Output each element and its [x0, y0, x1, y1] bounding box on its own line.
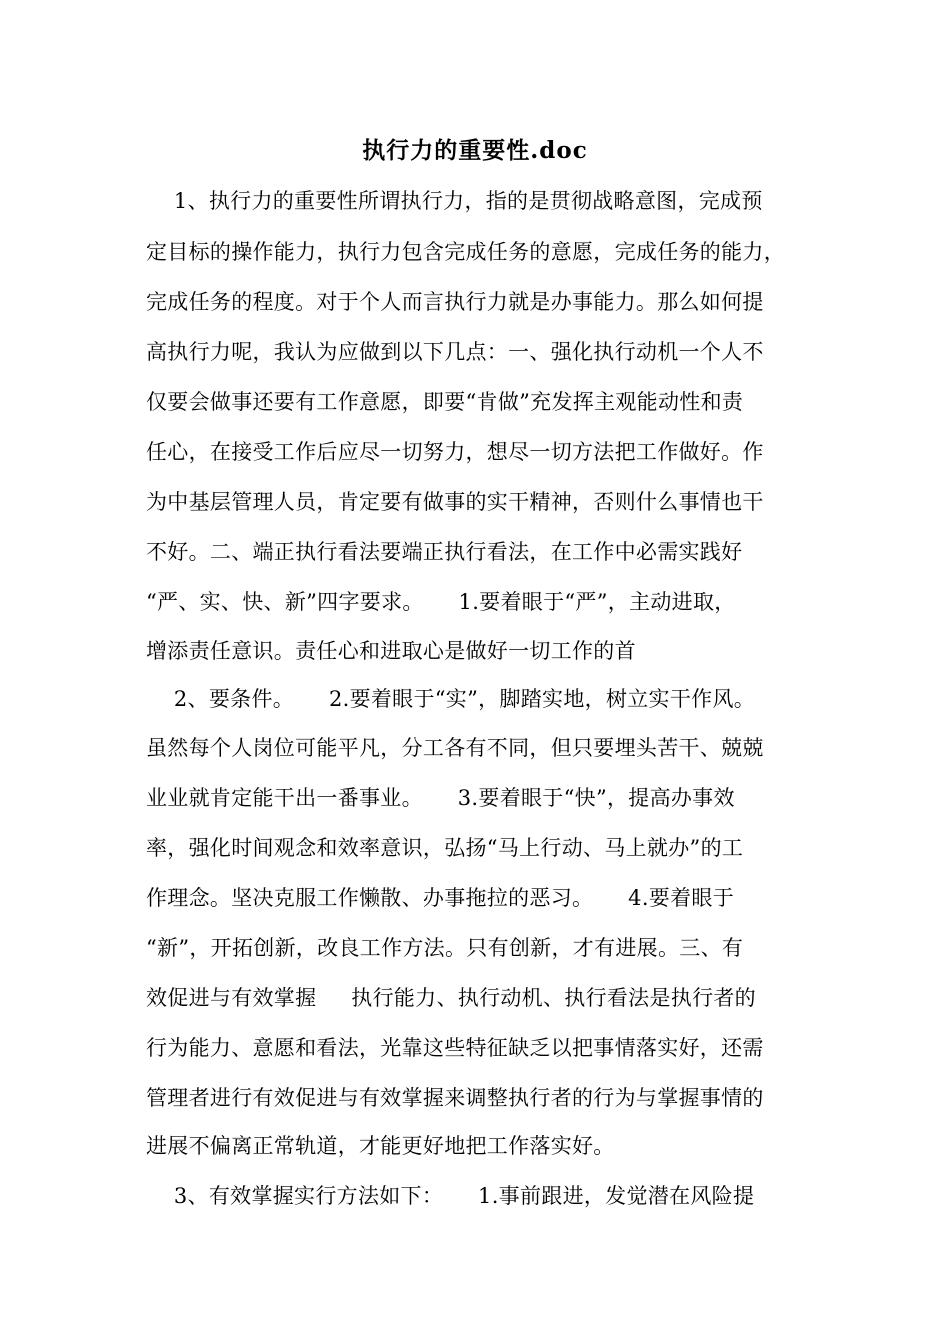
body-line: 不好。二、端正执行看法要端正执行看法，在工作中必需实践好 — [146, 540, 743, 564]
body-line: 行为能力、意愿和看法，光靠这些特征缺乏以把事情落实好，还需 — [146, 1036, 764, 1060]
body-line: 任心，在接受工作后应尽一切努力，想尽一切方法把工作做好。作 — [146, 440, 764, 464]
body-line: 高执行力呢，我认为应做到以下几点：一、强化执行动机一个人不 — [146, 340, 764, 364]
body-line: 效促进与有效掌握 执行能力、执行动机、执行看法是执行者的 — [146, 986, 756, 1010]
body-line: 管理者进行有效促进与有效掌握来调整执行者的行为与掌握事情的 — [146, 1086, 764, 1110]
body-line: 3、有效掌握实行方法如下： 1.事前跟进，发觉潜在风险提 — [146, 1184, 755, 1208]
body-line: 完成任务的程度。对于个人而言执行力就是办事能力。那么如何提 — [146, 290, 764, 314]
body-line: 业业就肯定能干出一番事业。 3.要着眼于“快”，提高办事效 — [146, 786, 735, 810]
body-line: 1、执行力的重要性所谓执行力，指的是贯彻战略意图，完成预 — [146, 189, 763, 213]
body-line: 增添责任意识。责任心和进取心是做好一切工作的首 — [146, 639, 636, 663]
body-line: 虽然每个人岗位可能平凡，分工各有不同，但只要埋头苦干、兢兢 — [146, 736, 764, 760]
body-line: 作理念。坚决克服工作懒散、办事拖拉的恶习。 4.要着眼于 — [146, 886, 735, 910]
body-line: 率，强化时间观念和效率意识，弘扬“马上行动、马上就办”的工 — [146, 836, 744, 860]
body-line: 为中基层管理人员，肯定要有做事的实干精神，否则什么事情也干 — [146, 490, 764, 514]
body-line: “新”，开拓创新，改良工作方法。只有创新，才有进展。三、有 — [146, 936, 744, 960]
body-line: 进展不偏离正常轨道，才能更好地把工作落实好。 — [146, 1134, 615, 1158]
body-line: 定目标的操作能力，执行力包含完成任务的意愿，完成任务的能力， — [146, 240, 785, 264]
body-line: 仅要会做事还要有工作意愿，即要“肯做”充发挥主观能动性和责 — [146, 390, 744, 414]
body-line: 2、要条件。 2.要着眼于“实”，脚踏实地，树立实干作风。 — [146, 687, 756, 711]
document-title: 执行力的重要性.doc — [362, 137, 588, 164]
body-line: “严、实、快、新”四字要求。 1.要着眼于“严”，主动进取， — [146, 590, 736, 614]
